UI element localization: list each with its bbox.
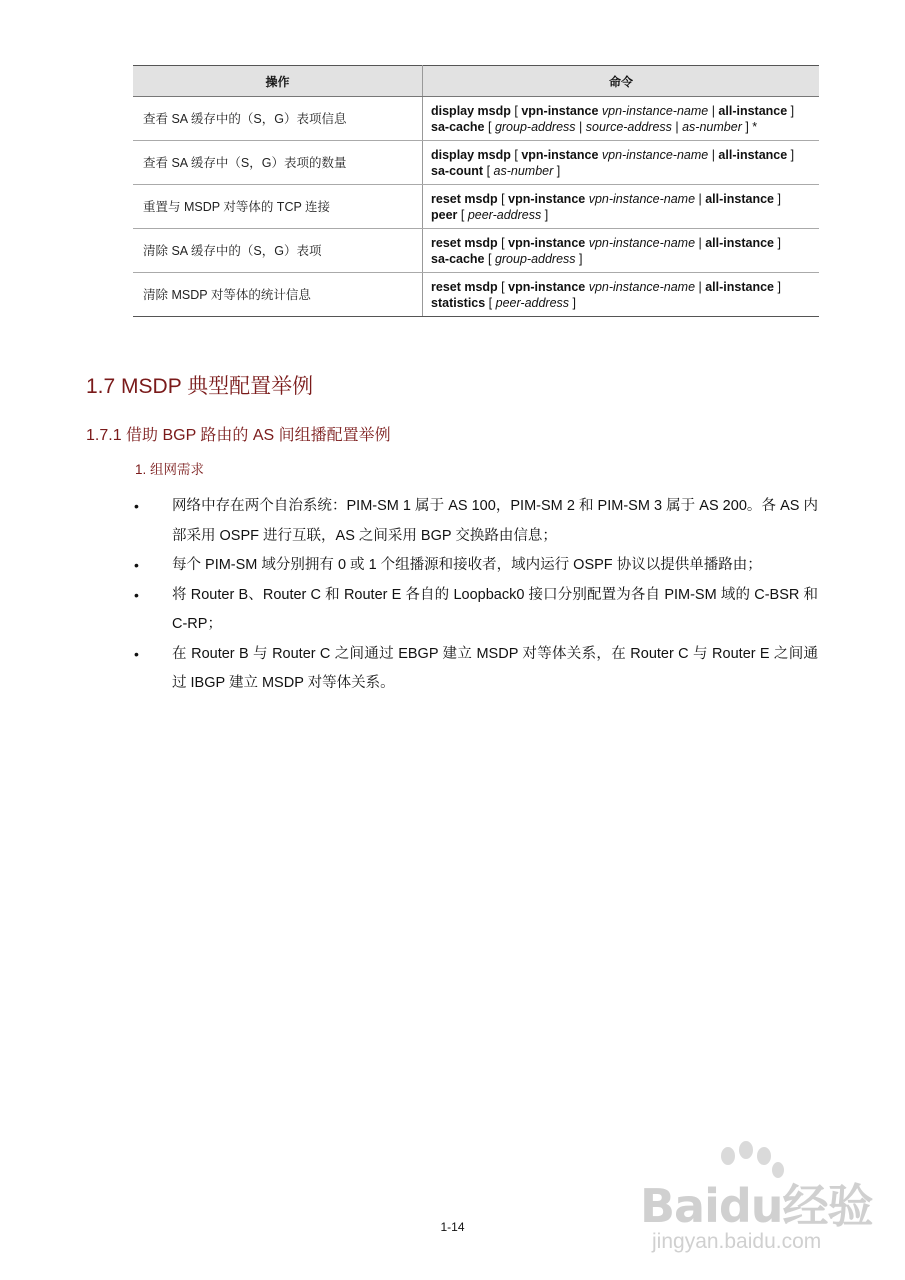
command-syntax: [: [497, 191, 509, 206]
operation-cell: 清除 MSDP 对等体的统计信息: [133, 273, 423, 317]
table-header-row: [133, 66, 819, 97]
command-keyword: vpn-instance: [521, 147, 599, 162]
command-syntax: [: [485, 295, 496, 310]
bullet-text: 网络中存在两个自治系统：PIM-SM 1 属于 AS 100，PIM-SM 2 和 PIM-SM 3 属于 AS 200。各 AS 内部采用 OSPF 进行互联，AS 之间采用 BGP 交换路由信息；: [172, 498, 818, 544]
command-syntax: ]: [774, 191, 781, 206]
command-argument: vpn-instance-name: [588, 279, 696, 294]
table-row: [133, 141, 819, 185]
command-keyword: peer: [431, 207, 458, 222]
command-cell: [423, 185, 820, 229]
command-keyword: display msdp: [431, 147, 511, 162]
command-keyword: all-instance: [718, 147, 788, 162]
bullet-text: 每个 PIM-SM 域分别拥有 0 或 1 个组播源和接收者，域内运行 OSPF 协议以提供单播路由；: [172, 557, 762, 573]
command-cell: [423, 141, 820, 185]
command-syntax: ]: [569, 295, 577, 310]
command-syntax: ]: [553, 163, 561, 178]
subsection-heading: 1.7.1 借助 BGP 路由的 AS 间组播配置举例: [86, 427, 391, 444]
command-argument: as-number: [493, 163, 554, 178]
bullet-text: 将 Router B、Router C 和 Router E 各自的 Loopback0 接口分别配置为各自 PIM-SM 域的 C-BSR 和 C-RP；: [172, 586, 818, 632]
command-keyword: statistics: [431, 295, 486, 310]
command-syntax: [: [484, 251, 495, 266]
operation-cell: 重置与 MSDP 对等体的 TCP 连接: [133, 185, 423, 229]
command-argument: group-address: [494, 251, 576, 266]
bullet-item: [134, 581, 818, 640]
command-syntax: ] *: [741, 119, 758, 134]
command-keyword: sa-count: [431, 163, 484, 178]
table-row: [133, 273, 819, 317]
baidu-watermark: [640, 1140, 873, 1270]
bullet-dot-icon: •: [134, 498, 139, 514]
table-row: [133, 229, 819, 273]
bullet-item: [134, 492, 818, 551]
bullet-text: 在 Router B 与 Router C 之间通过 EBGP 建立 MSDP 对等体关系，在 Router C 与 Router E 之间通过 IBGP 建立 MSDP 对等体关系。: [172, 645, 818, 691]
watermark-site: jingyan.baidu.com: [652, 1230, 822, 1253]
command-syntax: [: [497, 279, 509, 294]
command-cell: [423, 273, 820, 317]
command-syntax: [: [510, 147, 522, 162]
command-syntax: ]: [787, 147, 795, 162]
command-keyword: reset msdp: [431, 235, 498, 250]
command-keyword: display msdp: [431, 103, 511, 118]
command-syntax: [: [484, 119, 495, 134]
command-argument: as-number: [682, 119, 742, 134]
command-syntax: [: [497, 235, 509, 250]
command-syntax: ]: [774, 279, 781, 294]
operation-cell: 查看 SA 缓存中的（S，G）表项信息: [133, 97, 423, 141]
command-table: [133, 65, 819, 317]
command-keyword: sa-cache: [431, 119, 485, 134]
command-syntax: ]: [774, 235, 781, 250]
command-syntax: ]: [575, 251, 583, 266]
page-number: 1-14: [440, 1220, 465, 1234]
command-keyword: all-instance: [705, 235, 775, 250]
bullet-dot-icon: •: [134, 586, 139, 603]
table-row: [133, 97, 819, 141]
bullet-dot-icon: •: [134, 645, 139, 662]
operation-cell: 查看 SA 缓存中（S，G）表项的数量: [133, 141, 423, 185]
column-header-command: 命令: [423, 66, 820, 97]
command-keyword: reset msdp: [431, 279, 498, 294]
command-argument: group-address: [494, 119, 576, 134]
command-cell: [423, 229, 820, 273]
command-syntax: |: [671, 119, 683, 134]
command-argument: peer-address: [467, 207, 542, 222]
operation-cell: 清除 SA 缓存中的（S，G）表项: [133, 229, 423, 273]
command-keyword: vpn-instance: [521, 103, 599, 118]
command-keyword: vpn-instance: [508, 279, 586, 294]
command-keyword: sa-cache: [431, 251, 485, 266]
section-heading: 1.7 MSDP 典型配置举例: [86, 375, 314, 398]
command-syntax: [: [510, 103, 522, 118]
command-argument: vpn-instance-name: [588, 191, 696, 206]
command-keyword: vpn-instance: [508, 235, 586, 250]
command-syntax: |: [695, 235, 706, 250]
table-row: [133, 185, 819, 229]
command-keyword: all-instance: [705, 191, 775, 206]
command-keyword: reset msdp: [431, 191, 498, 206]
command-syntax: |: [695, 279, 706, 294]
command-argument: peer-address: [495, 295, 570, 310]
command-syntax: ]: [787, 103, 795, 118]
requirements-list: [134, 492, 818, 699]
column-header-operation: 操作: [133, 66, 423, 97]
command-syntax: ]: [541, 207, 549, 222]
command-argument: vpn-instance-name: [601, 103, 709, 118]
command-keyword: all-instance: [705, 279, 775, 294]
bullet-item: [134, 551, 818, 581]
command-argument: vpn-instance-name: [588, 235, 696, 250]
command-cell: [423, 97, 820, 141]
item-heading: 1. 组网需求: [135, 462, 205, 477]
command-syntax: |: [695, 191, 706, 206]
command-keyword: all-instance: [718, 103, 788, 118]
command-syntax: |: [575, 119, 586, 134]
command-syntax: |: [708, 147, 719, 162]
command-syntax: |: [708, 103, 719, 118]
command-keyword: vpn-instance: [508, 191, 586, 206]
bullet-dot-icon: •: [134, 557, 139, 573]
bullet-item: [134, 640, 818, 699]
command-syntax: [: [457, 207, 468, 222]
command-argument: vpn-instance-name: [601, 147, 709, 162]
command-argument: source-address: [585, 119, 672, 134]
command-syntax: [: [483, 163, 494, 178]
watermark-brand: Baidu经验: [640, 1179, 873, 1233]
